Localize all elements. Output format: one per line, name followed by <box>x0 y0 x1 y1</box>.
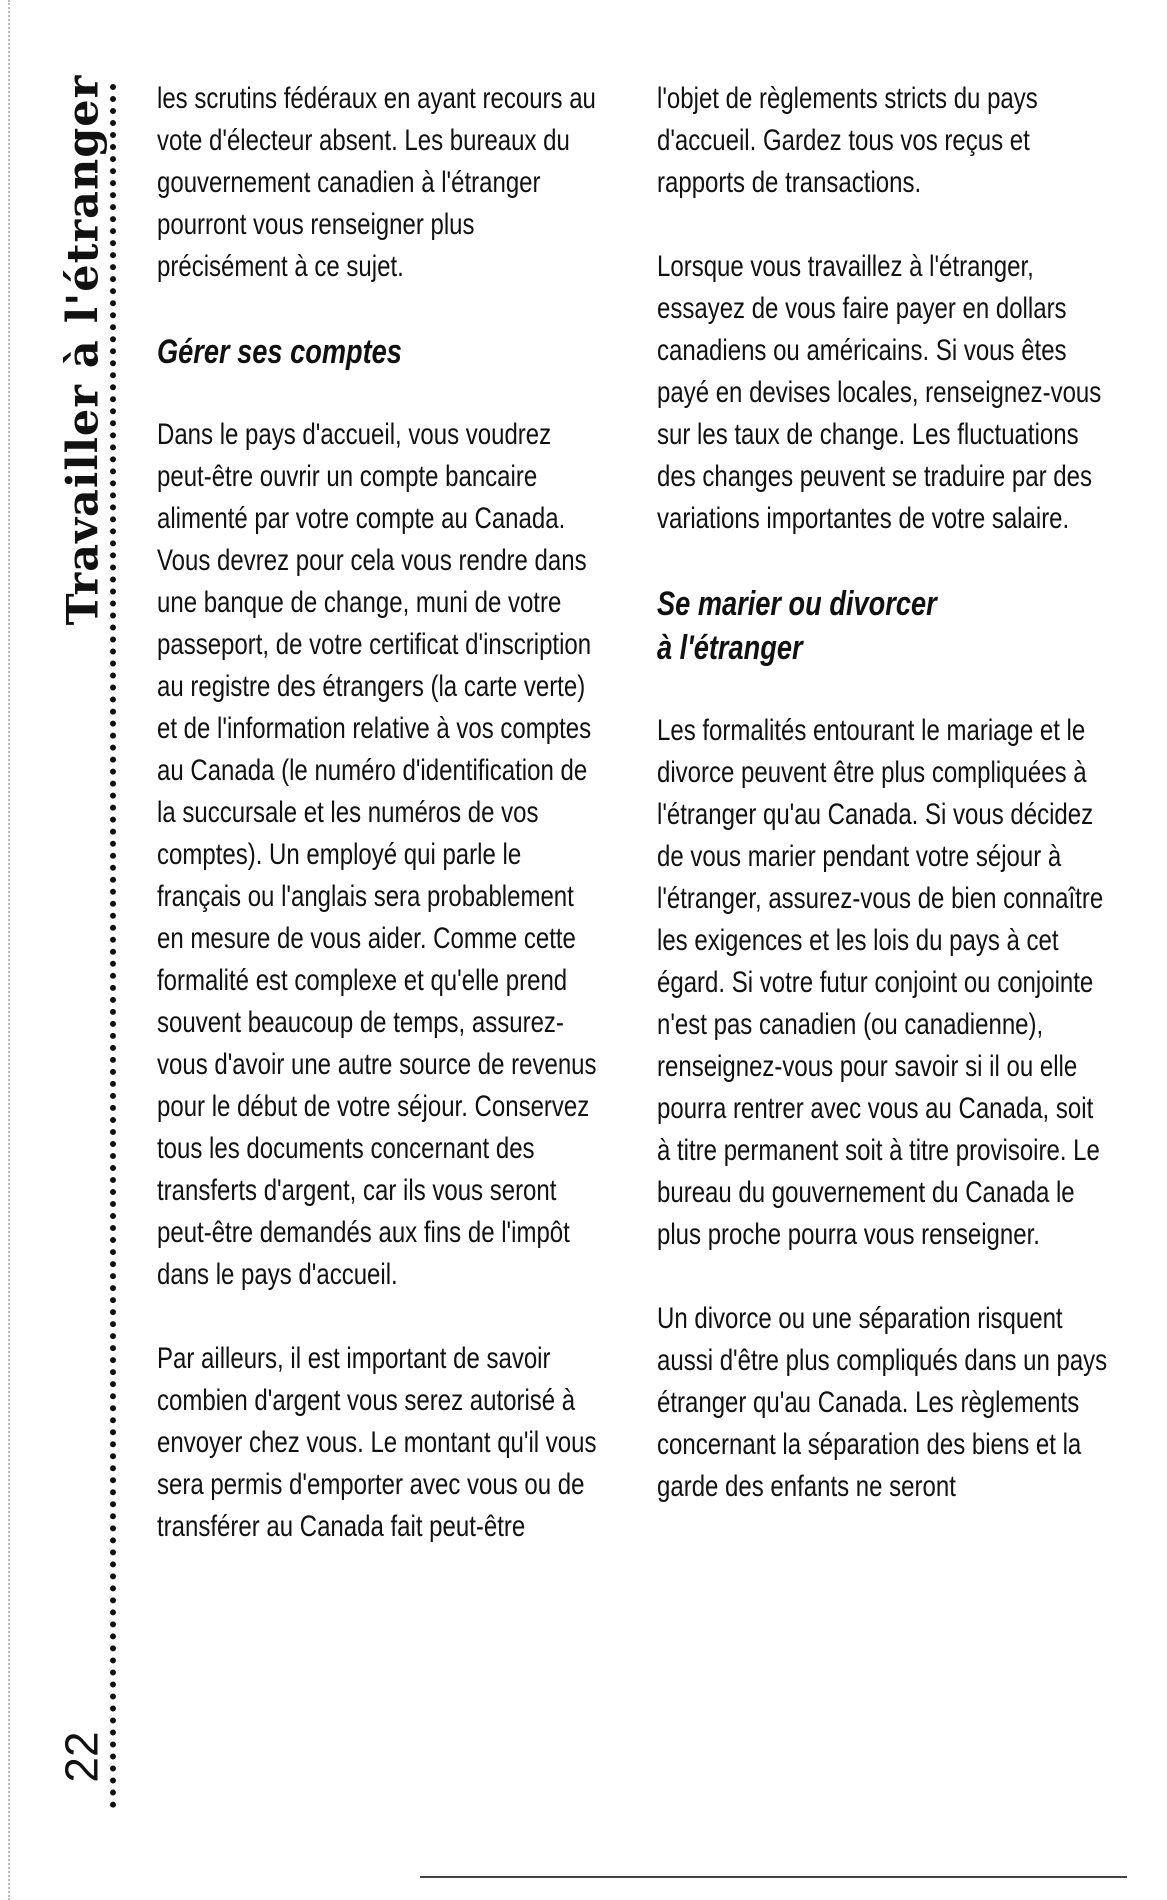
right-column <box>657 78 1113 1508</box>
left-column <box>157 78 605 1548</box>
page-number-text: 22 <box>55 1731 108 1783</box>
side-title-text: Travailler à l'étranger <box>58 74 109 626</box>
page-number <box>52 1722 112 1792</box>
right-paragraph-4: Un divorce ou une séparation risquent aussi d'être plus compliqués dans un pays étranger qu'au Canada. Les règlements concernant la séparation des biens et la garde des enfants ne seront <box>657 1302 1108 1503</box>
section-heading-comptes: Gérer ses comptes <box>157 333 402 371</box>
left-paragraph-2: Dans le pays d'accueil, vous voudrez peut-être ouvrir un compte bancaire alimenté par votre compte au Canada. Vous devrez pour cela vous rendre dans une banque de change, muni de votre passeport, de votre certificat d'inscription au registre des étrangers (la carte verte) et de l'information relative à vos comptes au Canada (le numéro d'identification de la succursale et les numéros de vos comptes). Un employé qui parle le français ou l'anglais sera probablement en mesure de vous aider. Comme cette formalité est complexe et qu'elle prend souvent beaucoup de temps, assurez-vous d'avoir une autre source de revenus pour le début de votre séjour. Conservez tous les documents concernant des transferts d'argent, car ils vous seront peut-être demandés aux fins de l'impôt dans le pays d'accueil. <box>157 418 597 1291</box>
left-paragraph-1: les scrutins fédéraux en ayant recours au vote d'électeur absent. Les bureaux du gouvernement canadien à l'étranger pourront vous renseigner plus précisément à ce sujet. <box>157 82 596 283</box>
page-edge <box>8 0 10 1900</box>
dotted-divider <box>110 84 116 1809</box>
heading-line-2: à l'étranger <box>657 629 803 667</box>
left-paragraph-3: Par ailleurs, il est important de savoir combien d'argent vous serez autorisé à envoyer chez vous. Le montant qu'il vous sera permis d'emporter avec vous ou de transférer au Canada fait peut-être <box>157 1342 597 1543</box>
right-paragraph-2: Lorsque vous travaillez à l'étranger, essayez de vous faire payer en dollars canadiens ou américains. Si vous êtes payé en devises locales, renseignez-vous sur les taux de change. Les fluctuations des changes peuvent se traduire par des variations importantes de votre salaire. <box>657 250 1102 535</box>
right-paragraph-3: Les formalités entourant le mariage et le divorce peuvent être plus compliquées à l'étranger qu'au Canada. Si vous décidez de vous marier pendant votre séjour à l'étranger, assurez-vous de bien connaître les exigences et les lois du pays à cet égard. Si votre futur conjoint ou conjointe n'est pas canadien (ou canadienne), renseignez-vous pour savoir si il ou elle pourra rentrer avec vous au Canada, soit à titre permanent soit à titre provisoire. Le bureau du gouvernement du Canada le plus proche pourra vous renseigner. <box>657 714 1104 1251</box>
heading-line-1: Se marier ou divorcer <box>657 585 937 623</box>
section-heading-mariage <box>657 582 1113 670</box>
bottom-rule <box>420 1876 1127 1878</box>
right-paragraph-1: l'objet de règlements stricts du pays d'accueil. Gardez tous vos reçus et rapports de transactions. <box>657 82 1038 199</box>
